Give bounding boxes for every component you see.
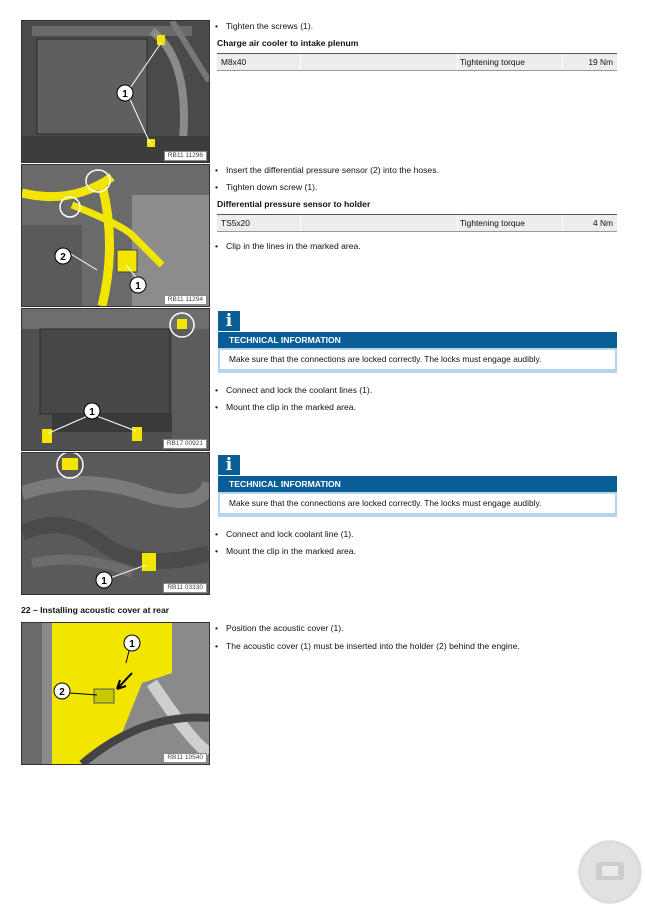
callout-1: 1	[89, 407, 95, 418]
section22-bullet-2: • The acoustic cover (1) must be inserted into the holder (2) behind the engine.	[215, 641, 520, 652]
callout-2: 2	[60, 252, 66, 263]
callout-1: 1	[129, 639, 135, 650]
step3-bullet-2: • Mount the clip in the marked area.	[215, 402, 356, 413]
callout-1: 1	[122, 89, 128, 100]
spec-label: Tightening torque	[460, 57, 525, 67]
step1-bullet-1: • Tighten the screws (1).	[215, 21, 313, 32]
step1-spec-title: Charge air cooler to intake plenum	[217, 38, 359, 48]
info-icon: i	[218, 455, 240, 475]
technical-info-text: Make sure that the connections are locked correctly. The locks must engage audibly.	[229, 354, 542, 364]
section-heading: 22 – Installing acoustic cover at rear	[21, 605, 170, 615]
figure-id: RB11 10540	[163, 753, 207, 763]
figure-id: RB17 00921	[163, 439, 207, 449]
section22-bullet-1: • Position the acoustic cover (1).	[215, 623, 344, 634]
spec-part: M8x40	[221, 57, 247, 67]
technical-info-title: TECHNICAL INFORMATION	[218, 476, 617, 492]
technical-info-title: TECHNICAL INFORMATION	[218, 332, 617, 348]
step2-bullet-1: • Insert the differential pressure sensor (2) into the hoses.	[215, 165, 439, 176]
callout-2: 2	[59, 687, 65, 698]
step4-bullet-1: • Connect and lock coolant line (1).	[215, 529, 354, 540]
figure-4-photo	[21, 452, 210, 595]
step3-bullet-1: • Connect and lock the coolant lines (1).	[215, 385, 372, 396]
step4-bullet-2: • Mount the clip in the marked area.	[215, 546, 356, 557]
callout-1: 1	[135, 281, 141, 292]
spec-part: TS5x20	[221, 218, 250, 228]
technical-info-text: Make sure that the connections are locked correctly. The locks must engage audibly.	[229, 498, 542, 508]
step1-spec-row	[217, 53, 617, 71]
spec-label: Tightening torque	[460, 218, 525, 228]
technical-info-box	[218, 492, 617, 517]
figure-2-photo	[21, 164, 210, 307]
technical-info-box	[218, 348, 617, 373]
watermark-logo	[578, 840, 642, 904]
callout-1: 1	[101, 576, 107, 587]
spec-value: 4 Nm	[592, 218, 613, 228]
figure-5-photo	[21, 622, 210, 765]
figure-1-photo	[21, 20, 210, 163]
figure-id: RB11 03330	[163, 583, 207, 593]
figure-id: RB11 11294	[164, 295, 207, 305]
step2-spec-title: Differential pressure sensor to holder	[217, 199, 371, 209]
step2-spec-row	[217, 214, 617, 232]
step2-bullet-3: • Clip in the lines in the marked area.	[215, 241, 361, 252]
step2-bullet-2: • Tighten down screw (1).	[215, 182, 317, 193]
spec-value: 19 Nm	[588, 57, 613, 67]
info-icon: i	[218, 311, 240, 331]
figure-id: RB11 11296	[164, 151, 207, 161]
figure-3-photo	[21, 308, 210, 451]
